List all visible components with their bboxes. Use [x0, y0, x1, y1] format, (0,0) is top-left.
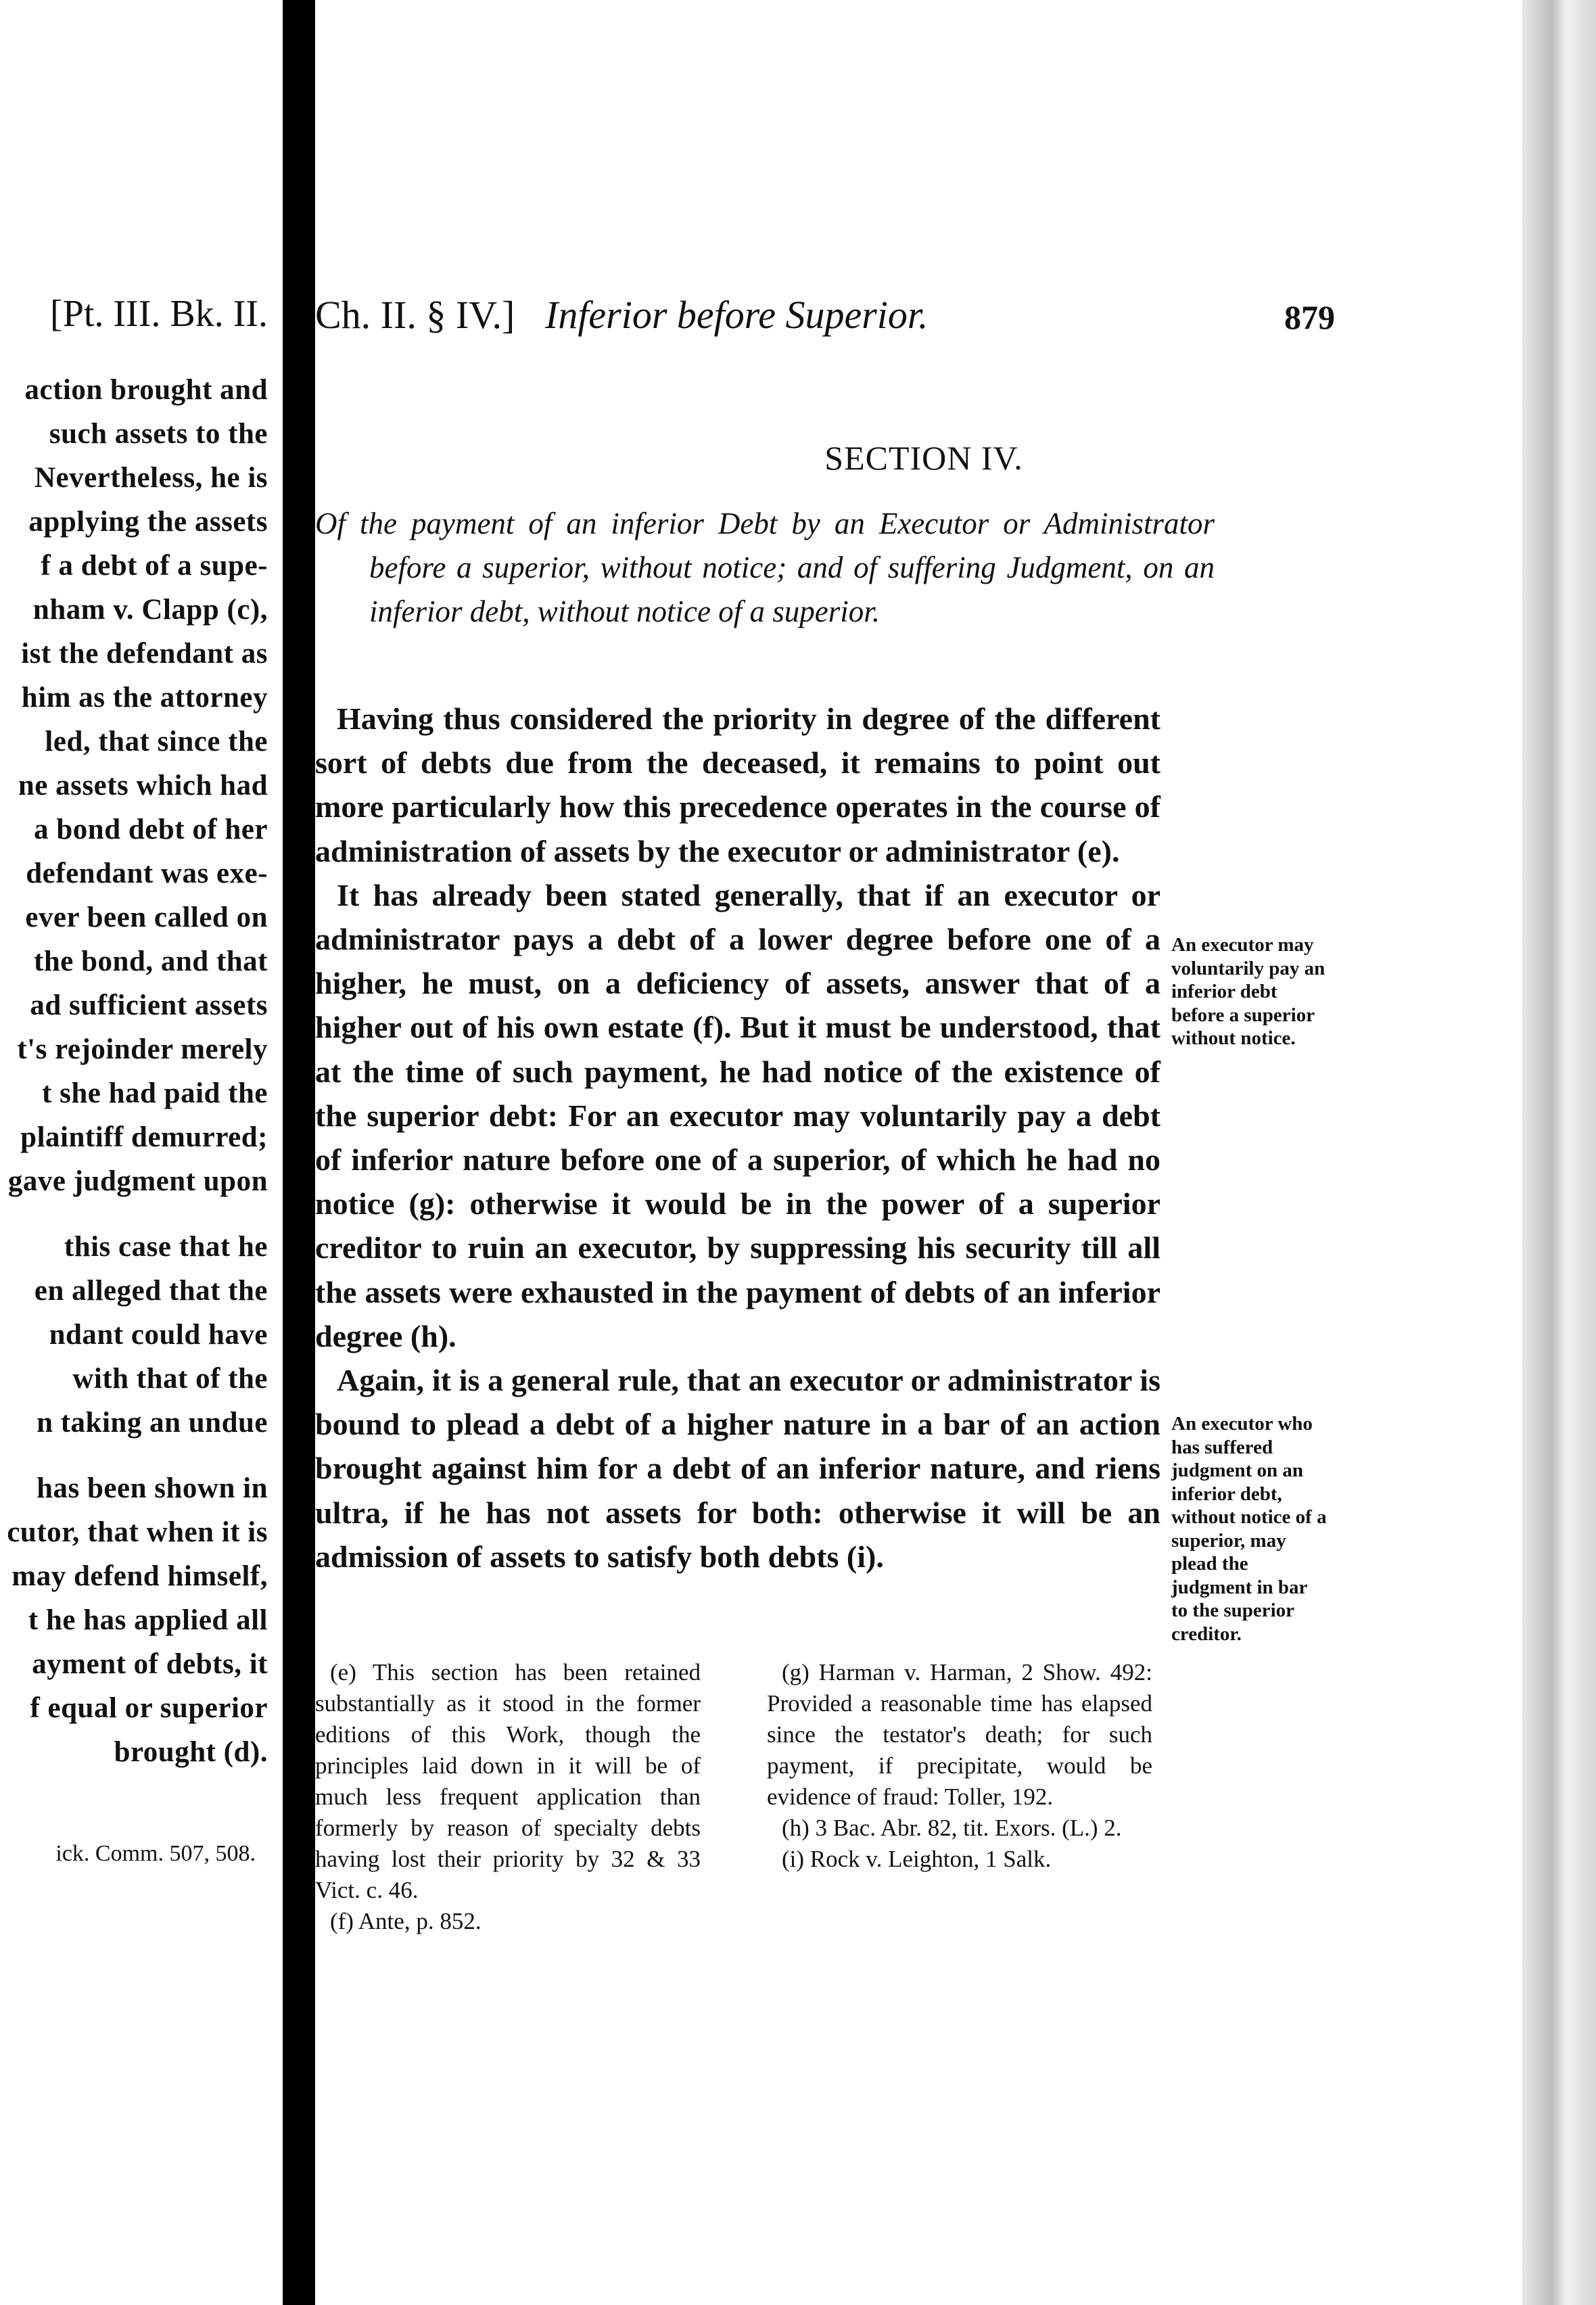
- left-page-line: ad sufficient assets: [30, 989, 268, 1021]
- left-page-line: t's rejoinder merely: [17, 1033, 268, 1065]
- left-page-line: him as the attorney: [21, 682, 268, 714]
- left-page-line: led, that since the: [45, 726, 268, 758]
- left-page-line: action brought and: [24, 374, 268, 406]
- left-page-line: has been shown in: [37, 1472, 268, 1504]
- footnote-f: (f) Ante, p. 852.: [330, 1908, 482, 1934]
- section-heading: SECTION IV.: [824, 439, 1023, 477]
- left-page-fragment: [0, 0, 283, 2305]
- left-page-line: t he has applied all: [28, 1604, 268, 1636]
- book-gutter: [283, 0, 315, 2305]
- right-page: [315, 0, 1522, 2305]
- paragraph-1: Having thus considered the priority in degree of the different sort of debts due from the deceased, it remains to point out more particularly how this precedence operates in the course of administration of assets by the executor or administrator (e).: [315, 701, 1160, 868]
- left-page-line: this case that he: [64, 1231, 268, 1263]
- left-page-line: brought (d).: [114, 1736, 268, 1768]
- left-page-line: f a debt of a supe-: [41, 550, 268, 582]
- left-page-line: Nevertheless, he is: [34, 462, 268, 494]
- left-running-head: [Pt. III. Bk. II.: [50, 293, 268, 335]
- left-page-line: cutor, that when it is: [7, 1516, 268, 1548]
- running-head-chapter: Ch. II. § IV.]: [315, 293, 515, 337]
- left-page-line: ne assets which had: [18, 770, 268, 801]
- margin-note-judgment: An executor who has suffered judgment on an inferior debt, without notice of a superior, may plead the judgment in bar to the superior creditor.: [1171, 1413, 1327, 1645]
- left-page-line: plaintiff demurred;: [20, 1121, 268, 1153]
- left-page-line: gave judgment upon: [7, 1165, 268, 1197]
- left-page-line: defendant was exe-: [26, 858, 268, 889]
- left-page-line: nham v. Clapp (c),: [32, 594, 268, 626]
- margin-note-voluntary-payment: An executor may voluntarily pay an inferior debt before a superior without notice.: [1171, 934, 1325, 1049]
- left-page-line: the bond, and that: [34, 946, 268, 977]
- footnotes-left-column: [315, 1657, 701, 1937]
- left-page-line: such assets to the: [49, 418, 268, 450]
- left-page-line: ndant could have: [49, 1319, 268, 1351]
- left-page-line: ever been called on: [25, 902, 268, 933]
- footnote-i: (i) Rock v. Leighton, 1 Salk.: [782, 1846, 1052, 1872]
- footnotes-right-column: [767, 1657, 1152, 1875]
- left-page-footnote: ick. Comm. 507, 508.: [55, 1841, 256, 1866]
- footnote-g: (g) Harman v. Harman, 2 Show. 492: Provided a reasonable time has elapsed since the testator's death; for such payment, if precipitate, would be evidence of fraud: Toller, 192.: [767, 1659, 1152, 1810]
- page-number: 879: [1284, 298, 1335, 336]
- left-page-line: with that of the: [72, 1363, 268, 1395]
- left-page-line: a bond debt of her: [34, 814, 268, 845]
- body-text: [315, 697, 1160, 1579]
- left-page-line: n taking an undue: [37, 1407, 268, 1439]
- paragraph-3: Again, it is a general rule, that an executor or administrator is bound to plead a debt of a higher nature in a bar of an action brought against him for a debt of an inferior nature, and riens ultra, if he has not assets for both: otherwise it will be an admission of assets to satisfy both debts (i).: [315, 1363, 1160, 1574]
- left-page-line: ayment of debts, it: [32, 1648, 268, 1680]
- left-page-line: f equal or superior: [30, 1692, 268, 1724]
- footnote-h: (h) 3 Bac. Abr. 82, tit. Exors. (L.) 2.: [782, 1815, 1122, 1841]
- paragraph-2: It has already been stated generally, that if an executor or administrator pays a debt of a lower degree before one of a higher, he must, on a deficiency of assets, answer that of a higher out of his own estate (f). But it must be understood, that at the time of such payment, he had notice of the existence of the superior debt: For an executor may voluntarily pay a debt of inferior nature before one of a superior, of which he had no notice (g): otherwise it would be in the power of a superior creditor to ruin an executor, by suppressing his security till all the assets were exhausted in the payment of debts of an inferior degree (h).: [315, 877, 1160, 1353]
- section-description: Of the payment of an inferior Debt by an Executor or Administrator before a superior, without notice; and of suffering Judgment, on an inferior debt, without notice of a superior.: [315, 507, 1215, 628]
- left-page-line: may defend himself,: [11, 1560, 268, 1592]
- left-page-line: en alleged that the: [34, 1275, 268, 1307]
- footnote-e: (e) This section has been retained substantially as it stood in the former editions of this Work, though the principles laid down in it will be of much less frequent application than formerly by reason of specialty debts having lost their priority by 32 & 33 Vict. c. 46.: [315, 1659, 701, 1903]
- left-page-line: t she had paid the: [42, 1077, 268, 1109]
- left-page-line: ist the defendant as: [21, 638, 268, 670]
- running-head-title: Inferior before Superior.: [545, 293, 929, 337]
- page-edge: [1522, 0, 1596, 2305]
- left-page-line: applying the assets: [28, 506, 268, 538]
